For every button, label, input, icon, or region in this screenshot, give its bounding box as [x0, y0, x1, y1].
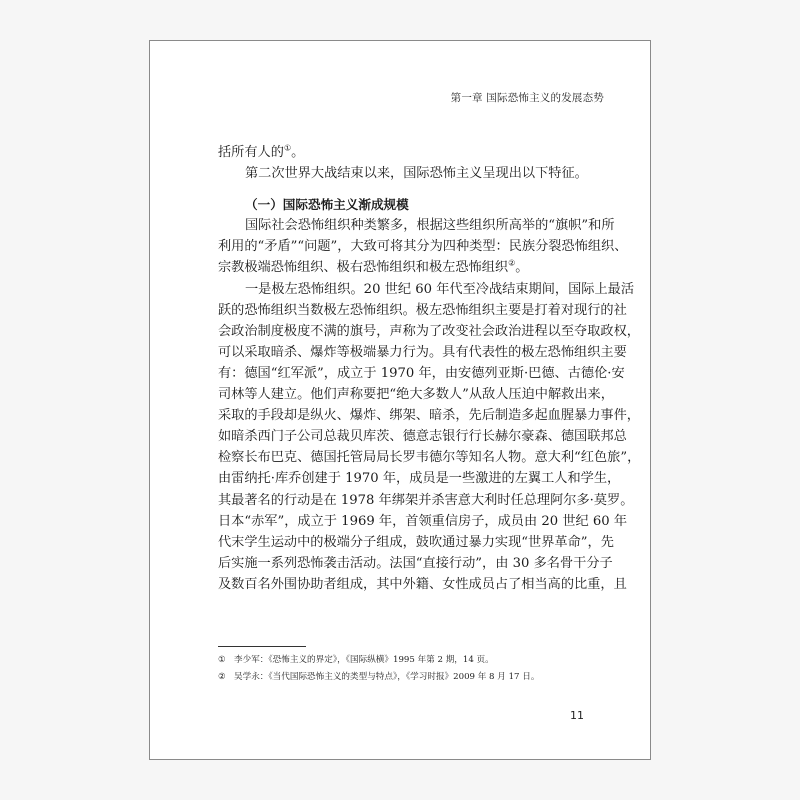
text-line: 代末学生运动中的极端分子组成，鼓吹通过暴力实现“世界革命”，先	[218, 534, 614, 550]
text-line: 及数百名外围协助者组成，其中外籍、女性成员占了相当高的比重，且	[218, 576, 627, 592]
text-line: 一是极左恐怖组织。20 世纪 60 年代至冷战结束期间，国际上最活	[245, 281, 635, 297]
text-line: 可以采取暗杀、爆炸等极端暴力行为。具有代表性的极左恐怖组织主要	[218, 344, 627, 360]
line-end: 。	[291, 145, 305, 160]
text-line: 如暗杀西门子公司总裁贝库茨、德意志银行行长赫尔豪森、德国联邦总	[218, 429, 627, 445]
text-line	[218, 142, 588, 163]
running-head: 第一章 国际恐怖主义的发展态势	[450, 92, 604, 104]
line-text: 括所有人的	[218, 145, 284, 160]
footnote-divider	[218, 646, 306, 647]
page-number: 11	[570, 709, 584, 722]
line-end: 。	[515, 260, 529, 276]
text-line: 日本“赤军”，成立于 1969 年，首领重信房子，成员由 20 世纪 60 年	[218, 513, 628, 529]
text-line: 司林等人建立。他们声称要把“绝大多数人”从敌人压迫中解救出来，	[218, 387, 614, 403]
footnote-item	[218, 669, 588, 686]
text-line: 利用的“矛盾”“问题”，大致可将其分为四种类型：民族分裂恐怖组织、	[218, 239, 628, 255]
footnote-mark: ①	[218, 655, 226, 665]
text-line: 后实施一系列恐怖袭击活动。法国“直接行动”，由 30 多名骨干分子	[218, 555, 613, 571]
footnotes	[218, 652, 588, 686]
text-line: 跃的恐怖组织当数极左恐怖组织。极左恐怖组织主要是打着对现行的社	[218, 302, 627, 318]
footnote-mark: ②	[218, 672, 226, 682]
footnote-ref[interactable]: ②	[508, 259, 516, 269]
text-line	[218, 257, 588, 278]
text-line: 第二次世界大战结束以来，国际恐怖主义呈现出以下特征。	[245, 166, 588, 182]
text-line: 由雷纳托·库乔创建于 1970 年，成员是一些激进的左翼工人和学生，	[218, 471, 621, 487]
text-line: 会政治制度极度不满的旗号，声称为了改变社会政治进程以至夺取政权，	[218, 323, 640, 339]
body-text	[218, 142, 641, 595]
section-title: （一）国际恐怖主义渐成规模	[245, 197, 409, 213]
book-page	[149, 40, 651, 760]
footnote-text: 李少军：《恐怖主义的界定》，《国际纵横》1995 年第 2 期，14 页。	[234, 655, 494, 665]
footnote-ref[interactable]: ①	[283, 143, 292, 153]
line-text: 宗教极端恐怖组织、极右恐怖组织和极左恐怖组织	[218, 260, 509, 276]
text-line: 检察长布巴克、德国托管局局长罗韦德尔等知名人物。意大利“红色旅”，	[218, 450, 641, 466]
text-line: 有：德国“红军派”，成立于 1970 年，由安德列亚斯·巴德、古德伦·安	[218, 365, 625, 381]
text-line: 国际社会恐怖组织种类繁多，根据这些组织所高举的“旗帜”和所	[245, 218, 615, 234]
footnote-item	[218, 652, 588, 669]
footnote-text: 吴学永：《当代国际恐怖主义的类型与特点》，《学习时报》2009 年 8 月 17 日。	[234, 672, 540, 682]
section-gap	[218, 184, 588, 194]
text-line: 其最著名的行动是在 1978 年绑架并杀害意大利时任总理阿尔多·莫罗。	[218, 492, 634, 508]
text-line: 采取的手段却是纵火、爆炸、绑架、暗杀，先后制造多起血腥暴力事件，	[218, 408, 640, 424]
